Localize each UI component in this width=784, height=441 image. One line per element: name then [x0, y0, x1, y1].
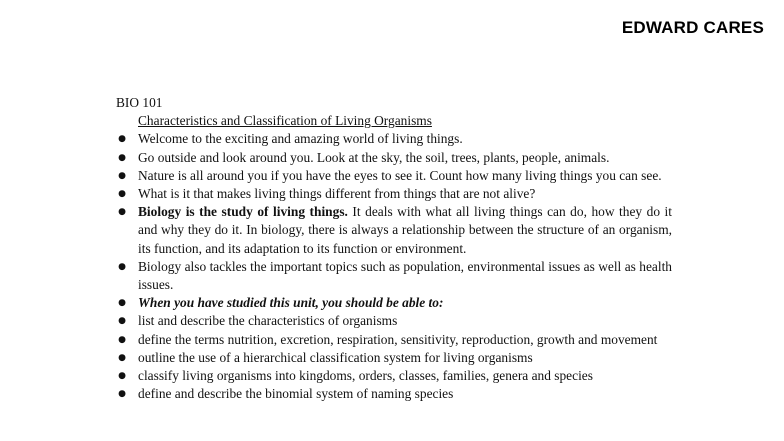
list-item: [116, 367, 672, 385]
list-item-text: Go outside and look around you. Look at the sky, the soil, trees, plants, people, animals.: [138, 149, 610, 165]
bullet-icon: ●: [118, 261, 126, 272]
list-item-text: Welcome to the exciting and amazing world of living things.: [138, 131, 463, 147]
list-item: [116, 349, 672, 367]
bullet-icon: ●: [118, 170, 126, 181]
list-item: [116, 294, 672, 312]
document-title: Characteristics and Classification of Living Organisms: [138, 113, 432, 129]
list-item-text: define and describe the binomial system of naming species: [138, 386, 454, 402]
list-item: [116, 130, 672, 148]
list-item: [116, 312, 672, 330]
list-item-text: It deals with what all living things can do, how they do it and why they do it. In biology, there is always a relationship between the structure of an organism, its function, and its adaptation to its function or environment.: [138, 204, 673, 256]
list-item-text: classify living organisms into kingdoms, orders, classes, families, genera and species: [138, 368, 593, 384]
bullet-icon: ●: [118, 352, 126, 363]
list-item-text: What is it that makes living things different from things that are not alive?: [138, 186, 536, 202]
bullet-icon: ●: [118, 152, 126, 163]
bullet-icon: ●: [118, 207, 126, 218]
bullet-icon: ●: [118, 189, 126, 200]
list-item: [116, 203, 672, 258]
bullet-icon: ●: [118, 334, 126, 345]
list-item-text: Nature is all around you if you have the eyes to see it. Count how many living things you can see.: [138, 167, 662, 183]
list-item: [116, 167, 672, 185]
course-code: BIO 101: [116, 95, 163, 110]
list-item: [116, 258, 672, 294]
objectives-intro: When you have studied this unit, you should be able to:: [138, 295, 444, 311]
bullet-icon: ●: [118, 134, 126, 145]
document-body: [116, 94, 672, 403]
bullet-icon: ●: [118, 389, 126, 400]
bullet-icon: ●: [118, 316, 126, 327]
bullet-icon: ●: [118, 298, 126, 309]
list-item: [116, 385, 672, 403]
list-item-text: define the terms nutrition, excretion, respiration, sensitivity, reproduction, growth and movement: [138, 331, 658, 347]
bullet-icon: ●: [118, 371, 126, 382]
list-item-text: Biology also tackles the important topics such as population, environmental issues as well as health issues.: [138, 258, 672, 293]
definition-lead: Biology is the study of living things.: [138, 204, 348, 220]
list-item-text: outline the use of a hierarchical classification system for living organisms: [138, 349, 533, 365]
header-brand: EDWARD CARES: [621, 18, 764, 37]
list-item-text: list and describe the characteristics of organisms: [138, 313, 398, 329]
bullet-list: [116, 130, 672, 403]
list-item: [116, 331, 672, 349]
list-item: [116, 185, 672, 203]
list-item: [116, 149, 672, 167]
